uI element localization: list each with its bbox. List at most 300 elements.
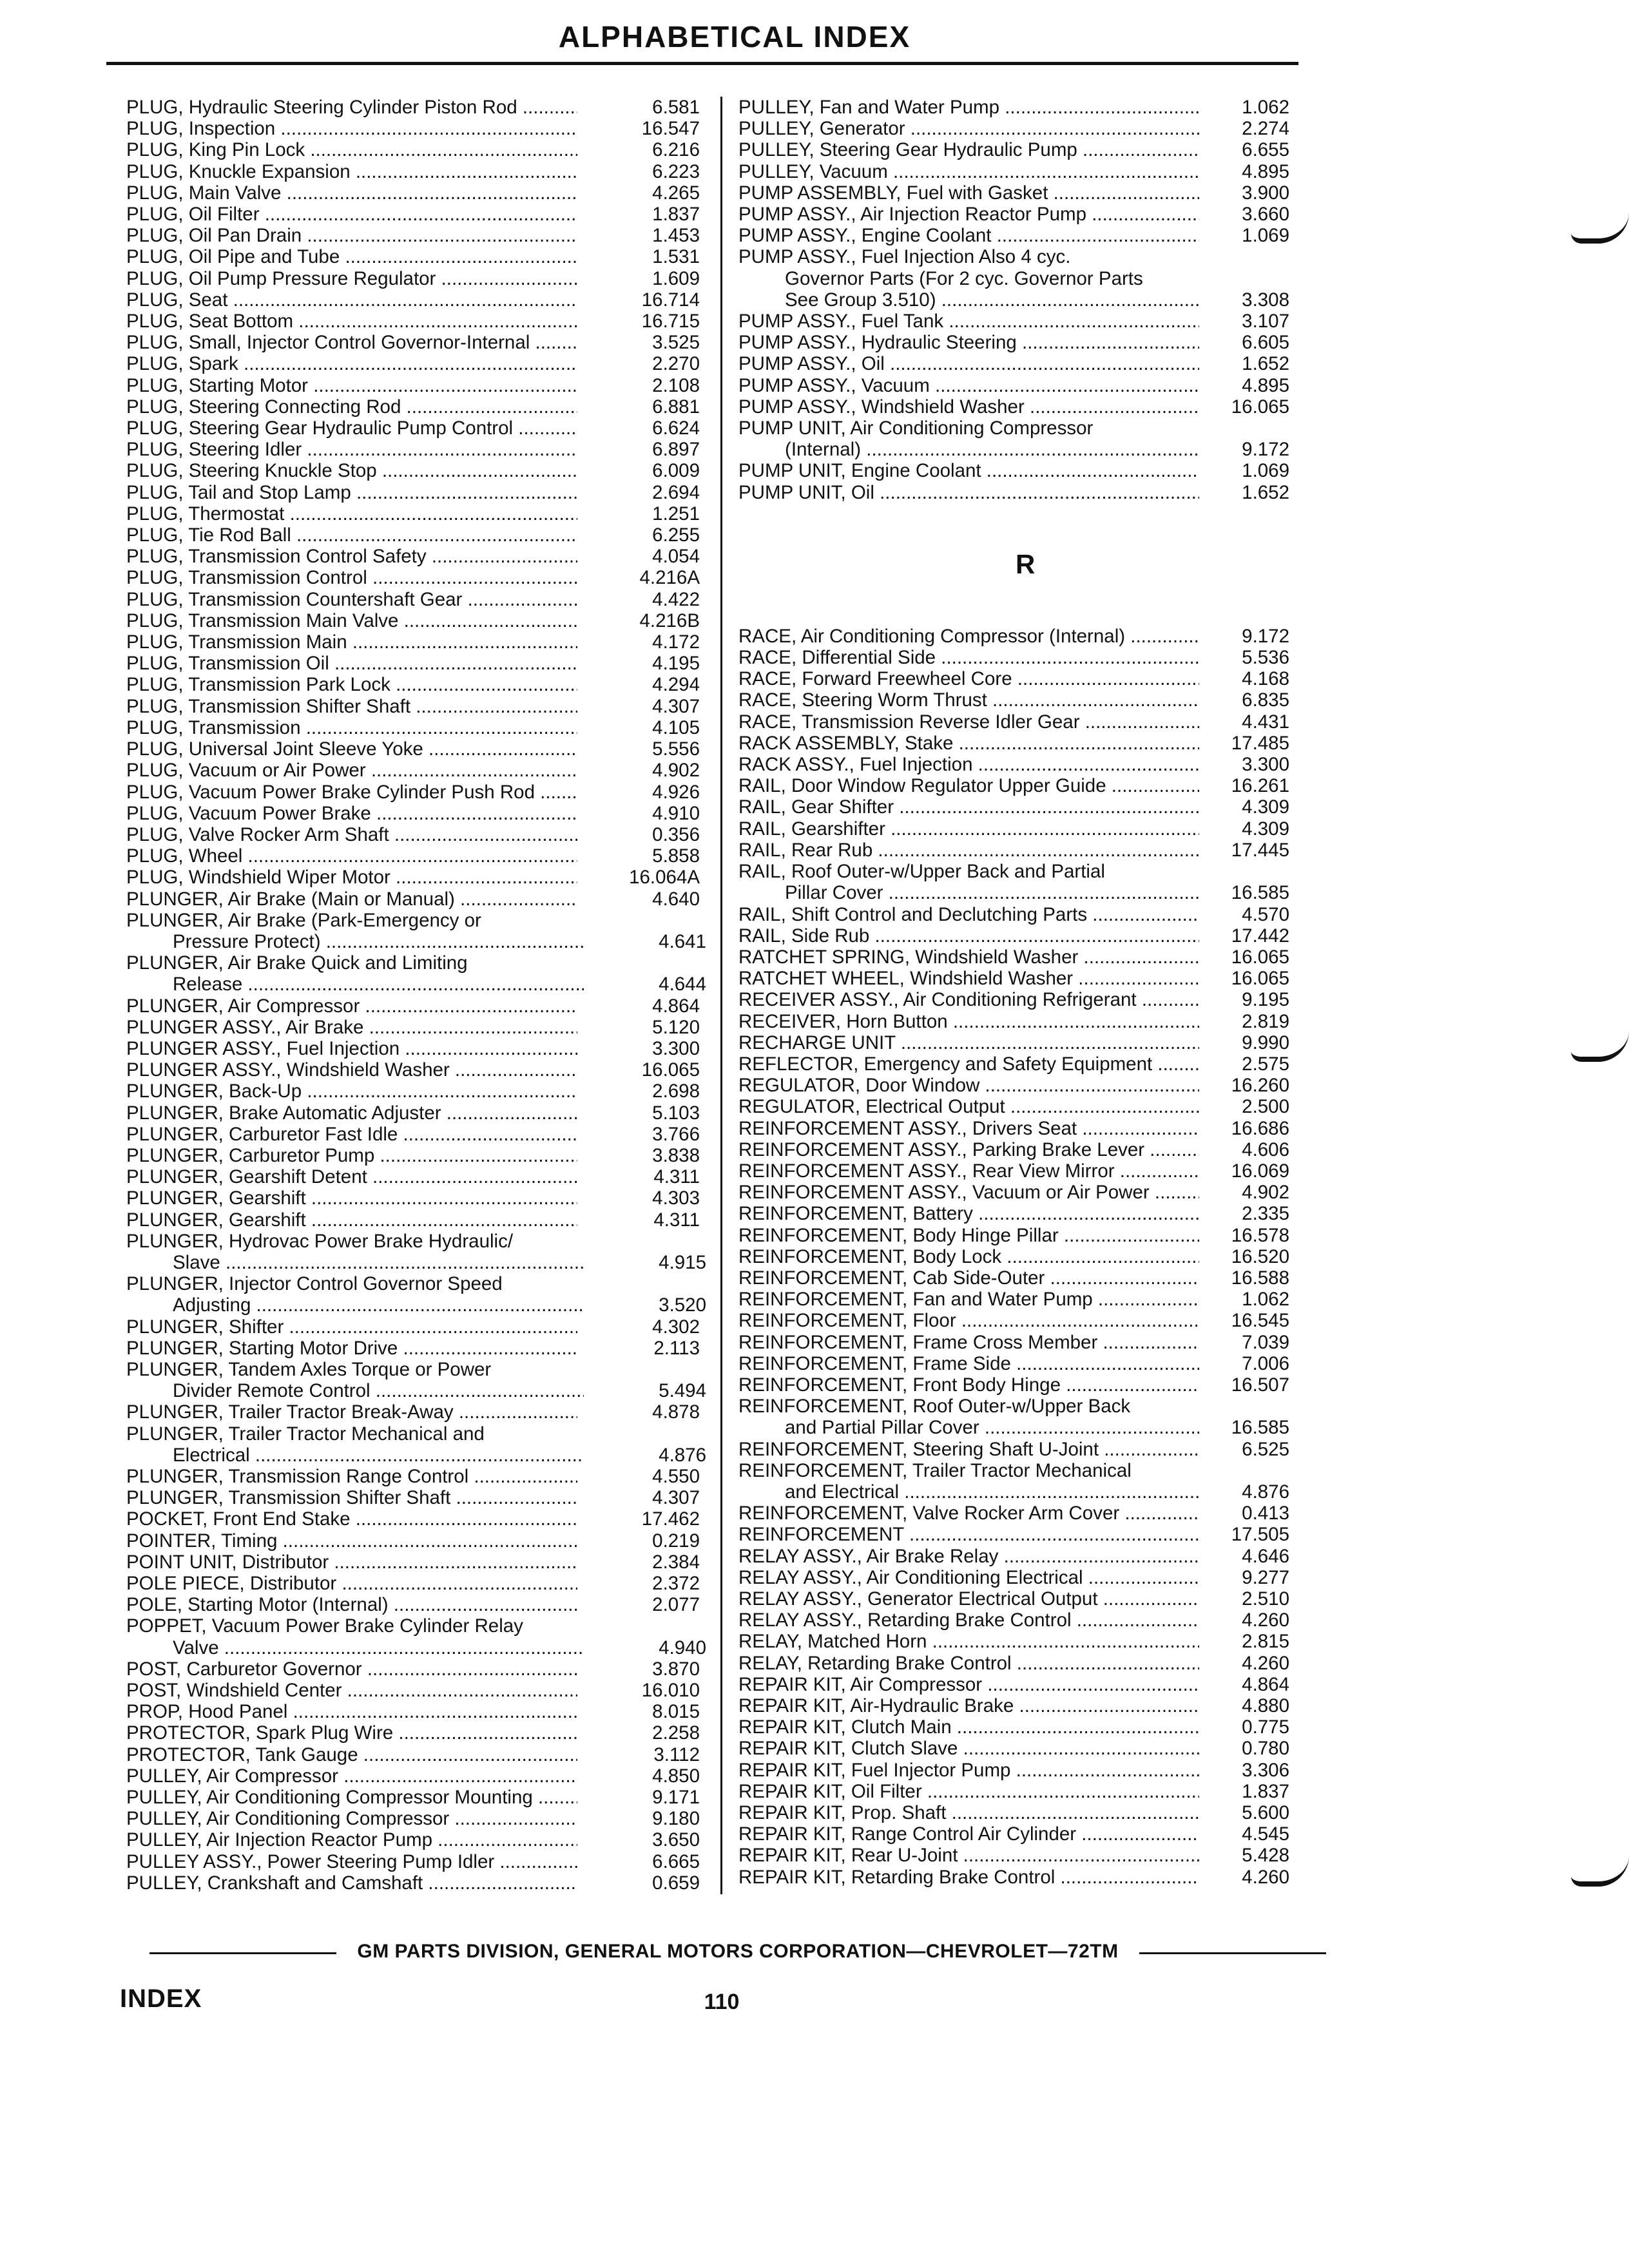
index-entry-reference: 1.062 bbox=[1242, 97, 1289, 118]
index-entry-label: PUMP ASSY., Engine Coolant ..... bbox=[738, 225, 1199, 246]
index-entry-label: PLUG, Inspection ..... bbox=[126, 118, 577, 139]
index-entry bbox=[738, 1096, 1289, 1117]
index-entry-label: PLUG, Steering Knuckle Stop ..... bbox=[126, 460, 577, 481]
index-entry-label: PLUG, Steering Connecting Rod ..... bbox=[126, 396, 577, 418]
column-divider bbox=[720, 97, 722, 1894]
index-entry-label: PLUNGER, Air Brake (Main or Manual) ..... bbox=[126, 889, 577, 910]
index-entry-reference: 6.216 bbox=[652, 139, 700, 161]
index-entry bbox=[738, 161, 1289, 182]
index-entry-label: REINFORCEMENT, Roof Outer-w/Upper Back bbox=[738, 1396, 1131, 1418]
index-entry-label: PLUNGER, Air Brake Quick and Limiting bbox=[126, 952, 468, 974]
index-entry-reference: 16.578 bbox=[1231, 1224, 1289, 1246]
index-entry-reference: 16.585 bbox=[1231, 1417, 1289, 1439]
index-entry-reference: 16.585 bbox=[1231, 882, 1289, 904]
index-entry-label: REPAIR KIT, Rear U-Joint ..... bbox=[738, 1845, 1199, 1866]
index-entry-continuation: Electrical ..... bbox=[126, 1445, 584, 1466]
index-entry bbox=[126, 524, 706, 546]
index-entry bbox=[738, 1631, 1289, 1652]
index-entry bbox=[126, 1038, 706, 1059]
index-entry bbox=[738, 1481, 1289, 1503]
index-entry-reference: 0.356 bbox=[652, 823, 700, 845]
index-entry-label: PLUG, Steering Gear Hydraulic Pump Control ..... bbox=[126, 418, 577, 439]
index-entry bbox=[126, 889, 706, 910]
index-entry bbox=[126, 1722, 706, 1744]
index-list-r bbox=[738, 626, 1289, 1888]
index-entry-label: PLUG, Transmission Main ..... bbox=[126, 631, 577, 653]
index-entry-label: PULLEY, Fan and Water Pump ..... bbox=[738, 97, 1199, 118]
index-entry-reference: 9.180 bbox=[652, 1808, 700, 1830]
index-entry bbox=[126, 1701, 706, 1722]
index-entry-reference: 4.309 bbox=[1242, 796, 1289, 818]
index-entry bbox=[738, 775, 1289, 796]
index-entry-label: PLUG, Transmission Countershaft Gear ..... bbox=[126, 589, 577, 610]
index-entry-reference: 1.837 bbox=[652, 204, 700, 226]
index-entry-reference: 4.895 bbox=[1242, 160, 1289, 182]
index-entry bbox=[126, 1487, 706, 1508]
index-entry bbox=[738, 947, 1289, 968]
index-entry-reference: 16.545 bbox=[1231, 1310, 1289, 1332]
index-entry-reference: 4.570 bbox=[1242, 903, 1289, 925]
index-entry bbox=[126, 1059, 706, 1081]
index-entry-label: RECEIVER, Horn Button ..... bbox=[738, 1011, 1199, 1032]
index-entry-reference: 1.652 bbox=[1242, 353, 1289, 375]
index-entry-reference: 2.815 bbox=[1242, 1631, 1289, 1653]
index-entry-label: REPAIR KIT, Clutch Slave ..... bbox=[738, 1738, 1199, 1759]
index-entry-reference: 3.766 bbox=[652, 1123, 700, 1145]
index-entry-label: PUMP ASSY., Windshield Washer ..... bbox=[738, 396, 1199, 418]
index-entry bbox=[126, 546, 706, 567]
index-entry-label: POLE PIECE, Distributor ..... bbox=[126, 1573, 577, 1594]
index-entry bbox=[126, 995, 706, 1017]
index-entry bbox=[738, 796, 1289, 818]
index-entry-label: PLUG, Transmission ..... bbox=[126, 717, 577, 738]
index-entry-reference: 9.195 bbox=[1242, 989, 1289, 1011]
index-entry bbox=[126, 738, 706, 760]
index-entry-label: PLUG, Oil Pipe and Tube ..... bbox=[126, 246, 577, 267]
index-entry bbox=[738, 1845, 1289, 1866]
index-entry-reference: 2.258 bbox=[652, 1722, 700, 1744]
index-entry bbox=[126, 1294, 706, 1316]
index-entry-reference: 0.775 bbox=[1242, 1716, 1289, 1738]
index-entry-label: PLUG, Oil Filter ..... bbox=[126, 204, 577, 225]
index-entry bbox=[738, 1695, 1289, 1716]
index-entry-reference: 7.039 bbox=[1242, 1331, 1289, 1353]
index-entry-reference: 3.650 bbox=[652, 1829, 700, 1851]
index-entry-continuation: Governor Parts (For 2 cyc. Governor Parts bbox=[785, 267, 1143, 289]
index-entry-label: RACE, Differential Side ..... bbox=[738, 647, 1199, 668]
index-entry-reference: 4.910 bbox=[652, 802, 700, 824]
index-entry bbox=[738, 626, 1289, 647]
index-entry bbox=[738, 332, 1289, 353]
footer-rule-left bbox=[149, 1952, 336, 1954]
index-entry-reference: 3.660 bbox=[1242, 204, 1289, 226]
index-entry-reference: 4.309 bbox=[1242, 818, 1289, 840]
index-entry-reference: 9.990 bbox=[1242, 1032, 1289, 1053]
index-entry-label: RAIL, Side Rub ..... bbox=[738, 925, 1199, 947]
index-entry bbox=[738, 647, 1289, 668]
index-entry-reference: 4.172 bbox=[652, 631, 700, 653]
index-entry bbox=[126, 867, 706, 888]
index-entry-label: RECHARGE UNIT ..... bbox=[738, 1032, 1199, 1053]
index-entry-label: PLUNGER, Shifter ..... bbox=[126, 1316, 577, 1338]
index-entry bbox=[126, 674, 706, 695]
index-entry bbox=[738, 1802, 1289, 1823]
index-entry bbox=[738, 1867, 1289, 1888]
index-entry bbox=[126, 396, 706, 418]
index-entry-label: PLUG, Knuckle Expansion ..... bbox=[126, 161, 577, 182]
index-entry-reference: 1.251 bbox=[652, 503, 700, 524]
index-entry-label: RATCHET SPRING, Windshield Washer ..... bbox=[738, 947, 1199, 968]
index-entry-reference: 2.335 bbox=[1242, 1203, 1289, 1225]
index-entry bbox=[126, 1445, 706, 1466]
index-entry-label: PUMP ASSY., Air Injection Reactor Pump ..... bbox=[738, 204, 1199, 225]
index-entry-label: REINFORCEMENT, Valve Rocker Arm Cover ..... bbox=[738, 1503, 1199, 1524]
index-entry bbox=[126, 1338, 706, 1359]
index-entry bbox=[126, 97, 706, 118]
index-entry bbox=[126, 1872, 706, 1894]
index-entry bbox=[738, 1032, 1289, 1053]
index-entry bbox=[738, 375, 1289, 396]
index-entry-label: PLUG, Tail and Stop Lamp ..... bbox=[126, 482, 577, 503]
index-entry-reference: 6.881 bbox=[652, 396, 700, 418]
index-entry-reference: 5.556 bbox=[652, 738, 700, 760]
index-entry bbox=[126, 503, 706, 524]
index-entry-reference: 6.897 bbox=[652, 439, 700, 461]
index-entry-reference: 4.880 bbox=[1242, 1695, 1289, 1717]
index-entry-label: REPAIR KIT, Air-Hydraulic Brake ..... bbox=[738, 1695, 1199, 1716]
index-entry-reference: 4.926 bbox=[652, 781, 700, 803]
index-entry-reference: 4.302 bbox=[652, 1316, 700, 1338]
index-entry-reference: 8.015 bbox=[652, 1701, 700, 1723]
index-entry-label: PLUG, Tie Rod Ball ..... bbox=[126, 524, 577, 546]
index-entry-reference: 16.069 bbox=[1231, 1160, 1289, 1182]
index-entry-label: REINFORCEMENT ..... bbox=[738, 1524, 1199, 1545]
index-entry-reference: 3.107 bbox=[1242, 311, 1289, 332]
index-entry bbox=[738, 1310, 1289, 1331]
index-entry bbox=[126, 1380, 706, 1401]
index-entry-reference: 4.902 bbox=[1242, 1182, 1289, 1204]
index-entry bbox=[126, 1573, 706, 1594]
index-entry-reference: 5.103 bbox=[652, 1102, 700, 1124]
index-entry-reference: 6.624 bbox=[652, 418, 700, 439]
index-entry bbox=[738, 118, 1289, 139]
index-entry-label: RELAY ASSY., Air Conditioning Electrical ..... bbox=[738, 1567, 1199, 1588]
index-entry-reference: 2.500 bbox=[1242, 1096, 1289, 1118]
index-entry-label: PLUG, Universal Joint Sleeve Yoke ..... bbox=[126, 738, 577, 760]
index-entry bbox=[738, 1716, 1289, 1738]
index-entry-label: PLUNGER, Transmission Shifter Shaft ..... bbox=[126, 1487, 577, 1508]
index-entry-label: PLUNGER, Gearshift ..... bbox=[126, 1187, 577, 1209]
index-entry-label: RELAY ASSY., Air Brake Relay ..... bbox=[738, 1546, 1199, 1567]
index-entry-label: POINTER, Timing ..... bbox=[126, 1530, 577, 1552]
index-entry-reference: 4.260 bbox=[1242, 1652, 1289, 1674]
index-entry-label: PULLEY, Air Conditioning Compressor ..... bbox=[126, 1808, 577, 1829]
binder-hole-mark bbox=[1571, 1856, 1629, 1887]
index-entry bbox=[738, 1267, 1289, 1289]
index-entry-label: RAIL, Door Window Regulator Upper Guide ..... bbox=[738, 775, 1199, 796]
index-entry-label: PROTECTOR, Tank Gauge ..... bbox=[126, 1744, 577, 1765]
index-entry-continuation: Pressure Protect) ..... bbox=[126, 931, 584, 952]
index-entry-label: REINFORCEMENT, Frame Side ..... bbox=[738, 1353, 1199, 1374]
index-entry-continuation: See Group 3.510) ..... bbox=[738, 289, 1199, 311]
index-entry-label: PLUNGER, Carburetor Fast Idle ..... bbox=[126, 1124, 577, 1145]
index-entry-label: POCKET, Front End Stake ..... bbox=[126, 1508, 577, 1530]
index-entry-label: PLUG, Vacuum Power Brake ..... bbox=[126, 803, 577, 824]
index-entry-label: PLUNGER ASSY., Windshield Washer ..... bbox=[126, 1059, 577, 1081]
index-entry bbox=[738, 1546, 1289, 1567]
index-entry bbox=[126, 268, 706, 289]
index-entry-reference: 4.864 bbox=[1242, 1673, 1289, 1695]
index-entry-label: RACK ASSY., Fuel Injection ..... bbox=[738, 754, 1199, 775]
index-entry bbox=[126, 482, 706, 503]
index-entry-reference: 4.294 bbox=[652, 674, 700, 696]
index-entry-reference: 16.714 bbox=[641, 289, 700, 311]
index-entry-label: REINFORCEMENT ASSY., Drivers Seat ..... bbox=[738, 1118, 1199, 1139]
index-entry-label: REINFORCEMENT ASSY., Parking Brake Lever ..... bbox=[738, 1139, 1199, 1160]
index-entry bbox=[738, 1374, 1289, 1396]
index-entry-reference: 2.274 bbox=[1242, 118, 1289, 140]
index-entry bbox=[126, 974, 706, 995]
index-entry bbox=[126, 1765, 706, 1787]
index-entry-reference: 6.255 bbox=[652, 524, 700, 546]
index-entry-label: RACE, Air Conditioning Compressor (Internal) ..... bbox=[738, 626, 1199, 647]
index-entry bbox=[126, 225, 706, 246]
index-entry bbox=[738, 1567, 1289, 1588]
index-entry bbox=[126, 353, 706, 374]
index-entry-reference: 4.940 bbox=[659, 1637, 706, 1658]
index-entry-reference: 4.195 bbox=[652, 653, 700, 675]
index-entry-label: PUMP UNIT, Air Conditioning Compressor bbox=[738, 418, 1094, 439]
index-entry-label: PLUNGER, Back-Up ..... bbox=[126, 1081, 577, 1102]
index-entry bbox=[738, 689, 1289, 711]
index-entry-label: PLUG, Transmission Control ..... bbox=[126, 567, 577, 588]
index-entry bbox=[126, 1017, 706, 1038]
index-entry-label: REPAIR KIT, Air Compressor ..... bbox=[738, 1674, 1199, 1695]
index-entry bbox=[126, 311, 706, 332]
index-entry-reference: 4.311 bbox=[653, 1166, 700, 1188]
index-entry bbox=[126, 782, 706, 803]
index-entry-reference: 4.168 bbox=[1242, 668, 1289, 690]
footer-publisher: GM PARTS DIVISION, GENERAL MOTORS CORPORATION—CHEVROLET—72TM bbox=[357, 1941, 1119, 1962]
index-entry-label: REINFORCEMENT, Steering Shaft U-Joint ..... bbox=[738, 1439, 1199, 1460]
binder-hole-mark bbox=[1571, 213, 1629, 244]
page-title: ALPHABETICAL INDEX bbox=[558, 20, 911, 53]
index-entry-label: REINFORCEMENT ASSY., Vacuum or Air Power ..... bbox=[738, 1182, 1199, 1203]
index-entry bbox=[126, 1166, 706, 1187]
index-entry-label: PULLEY, Steering Gear Hydraulic Pump ..... bbox=[738, 139, 1199, 160]
index-entry-reference: 3.306 bbox=[1242, 1759, 1289, 1781]
index-entry-label: POLE, Starting Motor (Internal) ..... bbox=[126, 1594, 577, 1615]
index-entry bbox=[738, 1160, 1289, 1182]
index-entry-continuation: Release ..... bbox=[126, 974, 584, 995]
index-entry-reference: 0.659 bbox=[652, 1872, 700, 1894]
index-entry bbox=[126, 1466, 706, 1487]
index-entry-reference: 16.010 bbox=[641, 1680, 700, 1702]
index-entry-reference: 16.520 bbox=[1231, 1245, 1289, 1267]
index-entry-label: REGULATOR, Electrical Output ..... bbox=[738, 1096, 1199, 1117]
index-entry-label: REINFORCEMENT, Body Lock ..... bbox=[738, 1246, 1199, 1267]
index-entry-label: RAIL, Gear Shifter ..... bbox=[738, 796, 1199, 818]
index-entry-reference: 5.428 bbox=[1242, 1845, 1289, 1867]
index-entry bbox=[738, 1332, 1289, 1353]
index-entry bbox=[738, 1139, 1289, 1160]
index-entry-reference: 3.112 bbox=[653, 1744, 700, 1765]
index-entry-reference: 3.838 bbox=[652, 1144, 700, 1166]
index-entry-label: PULLEY, Air Conditioning Compressor Mounting ..... bbox=[126, 1787, 577, 1808]
index-entry-label: PLUG, Seat ..... bbox=[126, 289, 577, 311]
index-entry bbox=[738, 1118, 1289, 1139]
index-entry-reference: 4.641 bbox=[659, 930, 706, 952]
index-entry-label: PUMP ASSY., Oil ..... bbox=[738, 353, 1199, 374]
index-entry-label: PLUG, King Pin Lock ..... bbox=[126, 139, 577, 160]
index-entry-reference: 6.655 bbox=[1242, 139, 1289, 161]
index-entry-label: RACK ASSEMBLY, Stake ..... bbox=[738, 733, 1199, 754]
index-entry-label: PLUNGER, Carburetor Pump ..... bbox=[126, 1145, 577, 1166]
index-entry bbox=[738, 840, 1289, 861]
index-entry-reference: 16.261 bbox=[1231, 775, 1289, 797]
index-entry-label: PUMP ASSY., Hydraulic Steering ..... bbox=[738, 332, 1199, 353]
index-entry-reference: 6.009 bbox=[652, 460, 700, 482]
index-entry bbox=[738, 1182, 1289, 1203]
index-entry-reference: 16.065 bbox=[1231, 968, 1289, 990]
index-entry-label: REINFORCEMENT, Trailer Tractor Mechanical bbox=[738, 1459, 1132, 1481]
index-entry-continuation: Divider Remote Control ..... bbox=[126, 1380, 584, 1401]
index-entry-reference: 9.172 bbox=[1242, 439, 1289, 461]
index-entry bbox=[738, 353, 1289, 374]
index-entry bbox=[126, 139, 706, 160]
index-entry-reference: 1.062 bbox=[1242, 1289, 1289, 1311]
index-entry-continuation: Valve ..... bbox=[126, 1637, 584, 1658]
index-entry bbox=[738, 1503, 1289, 1524]
index-entry-label: PLUG, Oil Pump Pressure Regulator ..... bbox=[126, 268, 577, 289]
index-entry-label: REINFORCEMENT, Body Hinge Pillar ..... bbox=[738, 1225, 1199, 1246]
index-entry bbox=[738, 204, 1289, 225]
index-entry-reference: 16.588 bbox=[1231, 1267, 1289, 1289]
index-entry-label: PUMP ASSEMBLY, Fuel with Gasket ..... bbox=[738, 182, 1199, 204]
index-entry-reference: 6.605 bbox=[1242, 332, 1289, 354]
index-entry-label: PLUG, Transmission Park Lock ..... bbox=[126, 674, 577, 695]
index-entry bbox=[126, 204, 706, 225]
index-entry-reference: 9.171 bbox=[652, 1787, 700, 1809]
index-entry-reference: 4.216A bbox=[639, 567, 700, 589]
index-entry-label: RELAY, Matched Horn ..... bbox=[738, 1631, 1199, 1652]
index-entry bbox=[126, 1102, 706, 1124]
index-entry-label: REINFORCEMENT, Front Body Hinge ..... bbox=[738, 1374, 1199, 1396]
index-entry bbox=[126, 1829, 706, 1850]
index-entry-label: PLUNGER, Trailer Tractor Mechanical and bbox=[126, 1423, 485, 1445]
index-entry bbox=[738, 97, 1289, 118]
index-entry bbox=[738, 711, 1289, 733]
index-entry-reference: 6.665 bbox=[652, 1850, 700, 1872]
index-entry bbox=[126, 717, 706, 738]
index-entry-label: PULLEY, Air Injection Reactor Pump ..... bbox=[126, 1829, 577, 1850]
index-entry bbox=[738, 289, 1289, 311]
index-entry-label: REGULATOR, Door Window ..... bbox=[738, 1075, 1199, 1096]
index-entry-reference: 4.876 bbox=[659, 1444, 706, 1466]
index-entry bbox=[738, 1823, 1289, 1845]
index-entry-reference: 17.485 bbox=[1231, 732, 1289, 754]
index-entry bbox=[738, 225, 1289, 246]
index-entry-label: RACE, Forward Freewheel Core ..... bbox=[738, 668, 1199, 689]
index-entry bbox=[738, 882, 1289, 903]
index-entry bbox=[126, 246, 706, 267]
index-column-left bbox=[126, 97, 706, 1894]
index-entry bbox=[738, 1353, 1289, 1374]
index-entry-reference: 0.219 bbox=[652, 1530, 700, 1552]
index-entry-reference: 16.507 bbox=[1231, 1374, 1289, 1396]
index-entry-continuation: and Electrical ..... bbox=[738, 1481, 1199, 1503]
index-entry bbox=[738, 754, 1289, 775]
index-entry bbox=[126, 1637, 706, 1658]
binder-hole-mark bbox=[1571, 1031, 1629, 1062]
index-entry-reference: 16.065 bbox=[641, 1059, 700, 1081]
index-entry-continuation: Adjusting ..... bbox=[126, 1294, 584, 1316]
index-entry-label: REINFORCEMENT ASSY., Rear View Mirror ..... bbox=[738, 1160, 1199, 1182]
index-entry-continuation: and Partial Pillar Cover ..... bbox=[738, 1417, 1199, 1438]
index-entry bbox=[738, 989, 1289, 1010]
index-entry-reference: 3.300 bbox=[1242, 754, 1289, 776]
index-entry-label: PLUNGER, Injector Control Governor Speed bbox=[126, 1273, 503, 1295]
index-entry bbox=[126, 760, 706, 781]
index-entry-label: PLUG, Spark ..... bbox=[126, 353, 577, 374]
index-entry-label: REPAIR KIT, Prop. Shaft ..... bbox=[738, 1802, 1199, 1823]
index-entry bbox=[738, 1610, 1289, 1631]
index-entry-reference: 4.915 bbox=[659, 1251, 706, 1273]
index-entry-label: PLUG, Transmission Shifter Shaft ..... bbox=[126, 696, 577, 717]
index-column-right bbox=[738, 97, 1289, 1888]
index-entry bbox=[738, 818, 1289, 840]
index-entry-reference: 17.445 bbox=[1231, 839, 1289, 861]
index-entry bbox=[126, 1658, 706, 1680]
index-entry-reference: 16.715 bbox=[641, 311, 700, 332]
index-entry-reference: 9.277 bbox=[1242, 1566, 1289, 1588]
index-entry-reference: 4.902 bbox=[652, 760, 700, 782]
index-entry-reference: 4.303 bbox=[652, 1187, 700, 1209]
index-entry-reference: 4.265 bbox=[652, 182, 700, 204]
index-entry-label: PLUNGER, Starting Motor Drive ..... bbox=[126, 1338, 577, 1359]
index-entry bbox=[738, 182, 1289, 204]
index-entry-label: PLUG, Steering Idler ..... bbox=[126, 439, 577, 460]
index-entry-label: RELAY ASSY., Retarding Brake Control ..... bbox=[738, 1610, 1199, 1631]
index-entry-reference: 4.260 bbox=[1242, 1866, 1289, 1888]
section-letter: R bbox=[1016, 549, 1036, 580]
index-entry-continuation: Slave ..... bbox=[126, 1252, 584, 1273]
index-entry bbox=[738, 1588, 1289, 1610]
index-entry-reference: 5.536 bbox=[1242, 647, 1289, 669]
index-entry-label: PUMP ASSY., Fuel Injection Also 4 cyc. bbox=[738, 246, 1071, 268]
index-entry-reference: 4.606 bbox=[1242, 1139, 1289, 1160]
index-entry-reference: 5.494 bbox=[659, 1380, 706, 1402]
index-entry bbox=[738, 396, 1289, 418]
index-entry-label: RELAY ASSY., Generator Electrical Output ..... bbox=[738, 1588, 1199, 1610]
index-entry-reference: 4.307 bbox=[652, 1487, 700, 1509]
index-entry-label: RACE, Steering Worm Thrust ..... bbox=[738, 689, 1199, 711]
index-entry-continuation: (Internal) ..... bbox=[738, 439, 1199, 460]
index-entry bbox=[126, 1530, 706, 1552]
index-entry-label: RELAY, Retarding Brake Control ..... bbox=[738, 1653, 1199, 1674]
index-entry-label: PLUG, Oil Pan Drain ..... bbox=[126, 225, 577, 246]
index-entry-reference: 1.069 bbox=[1242, 460, 1289, 482]
index-entry-label: PLUG, Thermostat ..... bbox=[126, 503, 577, 524]
index-entry-reference: 16.065 bbox=[1231, 396, 1289, 418]
index-entry bbox=[126, 1316, 706, 1338]
index-entry-reference: 2.372 bbox=[652, 1573, 700, 1595]
index-entry-label: PLUG, Valve Rocker Arm Shaft ..... bbox=[126, 824, 577, 845]
index-entry bbox=[126, 289, 706, 311]
index-entry-label: PULLEY ASSY., Power Steering Pump Idler ..... bbox=[126, 1851, 577, 1872]
index-entry-reference: 6.525 bbox=[1242, 1438, 1289, 1460]
index-entry bbox=[126, 653, 706, 674]
